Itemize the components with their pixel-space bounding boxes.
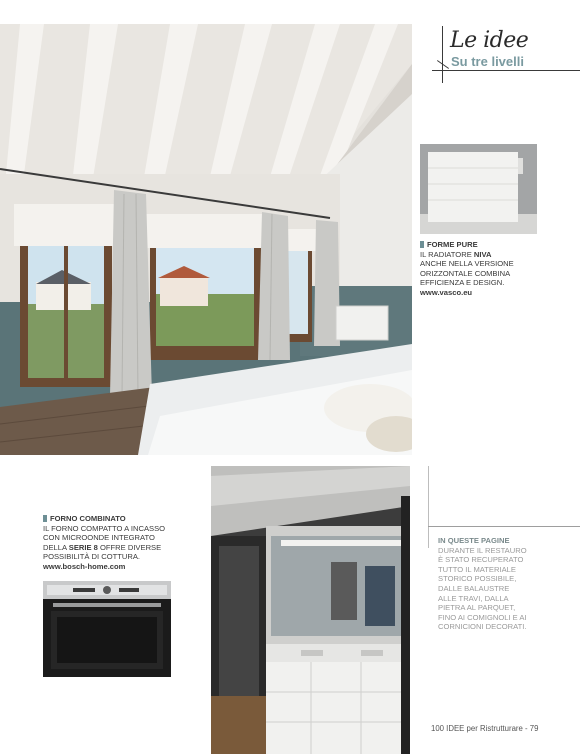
section-title: Le idee: [450, 28, 529, 53]
section-subtitle: Su tre livelli: [451, 54, 524, 69]
caption-vertical-rule: [428, 466, 429, 548]
pages-caption-line: È STATO RECUPERATO: [438, 555, 524, 565]
pages-caption: [438, 536, 578, 632]
radiator-photo: [420, 144, 537, 234]
pages-caption-heading: IN QUESTE PAGINE: [438, 536, 510, 545]
caption-text: DELLA: [43, 542, 69, 552]
oven-caption-line: IL FORNO COMPATTO A INCASSO: [43, 523, 166, 533]
oven-caption: [43, 514, 208, 572]
header-horizontal-rule: [432, 70, 580, 71]
caption-horizontal-rule: [428, 526, 580, 527]
oven-caption-heading: FORNO COMBINATO: [43, 514, 208, 524]
radiator-caption-heading: FORME PURE: [420, 240, 570, 250]
oven-caption-line: CON MICROONDE INTEGRATO: [43, 533, 155, 543]
pages-caption-line: STORICO POSSIBILE,: [438, 574, 517, 584]
header-vertical-rule: [442, 26, 443, 83]
radiator-caption-line: [420, 250, 570, 260]
pages-caption-line: DALLE BALAUSTRE: [438, 583, 510, 593]
radiator-website-link[interactable]: www.vasco.eu: [420, 287, 473, 297]
radiator-caption: [420, 240, 570, 298]
product-name: NIVA: [473, 249, 492, 259]
pages-caption-line: TUTTO IL MATERIALE: [438, 564, 516, 574]
page-folio: 100 IDEE per Ristrutturare - 79: [431, 724, 539, 733]
radiator-caption-line: ORIZZONTALE COMBINA: [420, 268, 511, 278]
caption-text: OFFRE DIVERSE: [97, 542, 162, 552]
pages-caption-line: DURANTE IL RESTAURO: [438, 545, 527, 555]
oven-photo: [43, 581, 171, 677]
bedroom-photo: [0, 24, 412, 455]
oven-caption-line: [43, 543, 208, 553]
product-name: SERIE 8: [68, 542, 98, 552]
caption-text: IL RADIATORE: [420, 249, 474, 259]
pages-caption-line: FINO AI COMIGNOLI E AI: [438, 612, 527, 622]
bathroom-photo: [211, 466, 410, 754]
radiator-caption-line: EFFICIENZA E DESIGN.: [420, 278, 505, 288]
pages-caption-line: PIETRA AL PARQUET,: [438, 603, 516, 613]
section-header: [432, 26, 580, 86]
header-cross-mark: [437, 60, 449, 69]
pages-caption-line: ALLE TRAVI, DALLA: [438, 593, 509, 603]
pages-caption-line: CORNICIONI DECORATI.: [438, 622, 527, 632]
oven-website-link[interactable]: www.bosch-home.com: [43, 561, 126, 571]
radiator-caption-line: ANCHE NELLA VERSIONE: [420, 259, 514, 269]
oven-caption-line: POSSIBILITÀ DI COTTURA.: [43, 552, 141, 562]
